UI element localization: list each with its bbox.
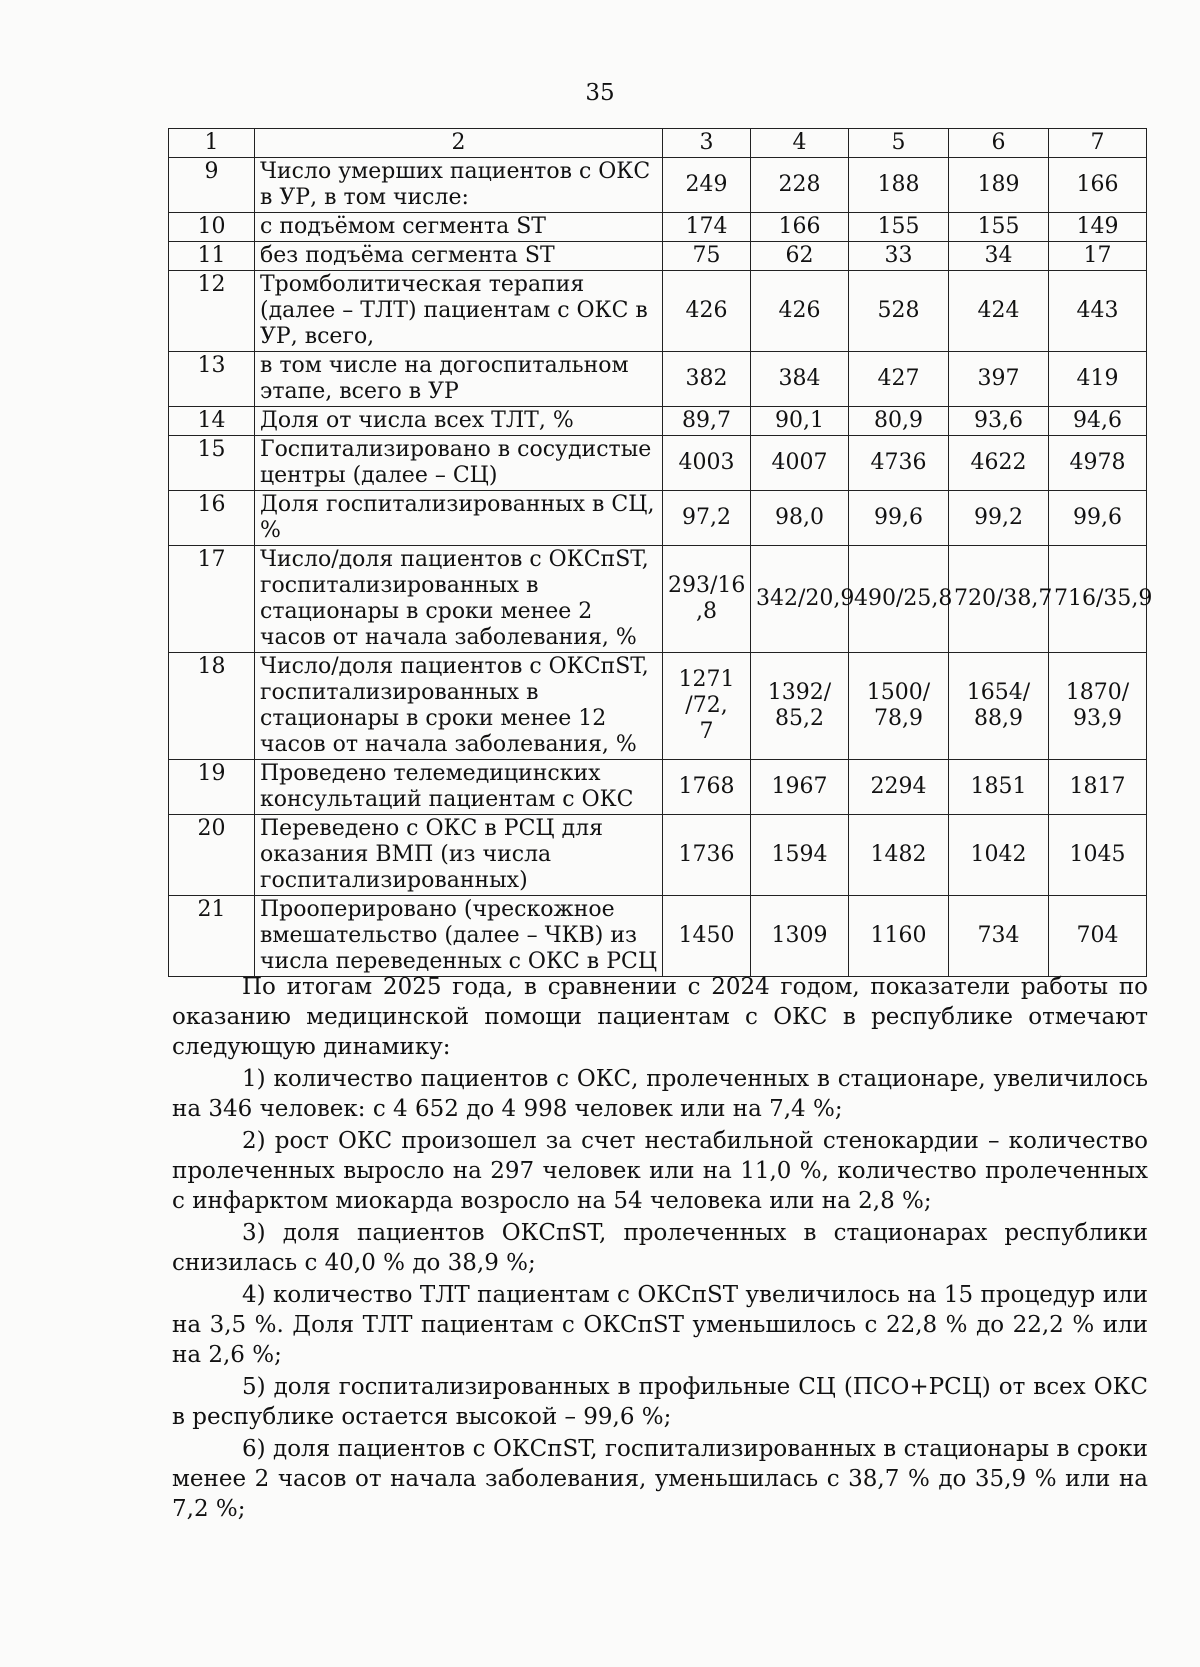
value-cell: 1594 — [751, 815, 849, 896]
value-cell: 228 — [751, 158, 849, 213]
statistics-table — [168, 128, 1153, 977]
value-cell: 98,0 — [751, 491, 849, 546]
value-cell: 4736 — [849, 436, 949, 491]
value-cell: 1817 — [1049, 760, 1147, 815]
value-cell: 1768 — [663, 760, 751, 815]
value-cell: 426 — [751, 271, 849, 352]
row-number: 18 — [169, 653, 255, 760]
table-row — [169, 158, 1147, 213]
list-item: 6) доля пациентов с ОКСпST, госпитализированных в стационары в сроки менее 2 часов от начала заболевания, уменьшилась с 38,7 % до 35,9 % или на 7,2 %; — [172, 1436, 1148, 1522]
value-cell: 384 — [751, 352, 849, 407]
table-row — [169, 815, 1147, 896]
value-cell: 1870/ 93,9 — [1049, 653, 1147, 760]
row-number: 12 — [169, 271, 255, 352]
table-row — [169, 242, 1147, 271]
value-cell: 189 — [949, 158, 1049, 213]
value-cell: 716/35,9 — [1049, 546, 1147, 653]
value-cell: 293/16 ,8 — [663, 546, 751, 653]
value-cell: 80,9 — [849, 407, 949, 436]
value-cell: 34 — [949, 242, 1049, 271]
value-cell: 419 — [1049, 352, 1147, 407]
header-cell: 7 — [1049, 129, 1147, 158]
value-cell: 397 — [949, 352, 1049, 407]
value-cell: 90,1 — [751, 407, 849, 436]
list-item: 2) рост ОКС произошел за счет нестабильной стенокардии – количество пролеченных выросло на 297 человек или на 11,0 %, количество пролеченных с инфарктом миокарда возросло на 54 человека или на 2,8 %; — [172, 1128, 1148, 1214]
row-label: в том числе на догоспитальном этапе, всего в УР — [255, 352, 663, 407]
table-row — [169, 653, 1147, 760]
table-row — [169, 213, 1147, 242]
value-cell: 1967 — [751, 760, 849, 815]
row-label: Число умерших пациентов с ОКС в УР, в том числе: — [255, 158, 663, 213]
value-cell: 174 — [663, 213, 751, 242]
row-label: с подъёмом сегмента ST — [255, 213, 663, 242]
value-cell: 1654/ 88,9 — [949, 653, 1049, 760]
row-label: без подъёма сегмента ST — [255, 242, 663, 271]
row-number: 20 — [169, 815, 255, 896]
value-cell: 427 — [849, 352, 949, 407]
value-cell: 1309 — [751, 896, 849, 977]
row-number: 17 — [169, 546, 255, 653]
table-body — [169, 129, 1153, 977]
row-number: 11 — [169, 242, 255, 271]
header-cell: 6 — [949, 129, 1049, 158]
table-row — [169, 760, 1147, 815]
value-cell: 4003 — [663, 436, 751, 491]
page-number: 35 — [585, 80, 615, 106]
row-label: Проведено телемедицинских консультаций пациентам с ОКС — [255, 760, 663, 815]
value-cell: 1392/ 85,2 — [751, 653, 849, 760]
row-number: 19 — [169, 760, 255, 815]
table-row — [169, 546, 1147, 653]
value-cell: 528 — [849, 271, 949, 352]
row-label: Число/доля пациентов с ОКСпST, госпитализированных в стационары в сроки менее 12 часов от начала заболевания, % — [255, 653, 663, 760]
row-number: 9 — [169, 158, 255, 213]
value-cell: 1736 — [663, 815, 751, 896]
row-number: 14 — [169, 407, 255, 436]
value-cell: 704 — [1049, 896, 1147, 977]
row-label: Госпитализировано в сосудистые центры (далее – СЦ) — [255, 436, 663, 491]
value-cell: 4978 — [1049, 436, 1147, 491]
row-number: 15 — [169, 436, 255, 491]
table-row — [169, 896, 1147, 977]
value-cell: 1450 — [663, 896, 751, 977]
value-cell: 249 — [663, 158, 751, 213]
row-label: Переведено с ОКС в РСЦ для оказания ВМП (из числа госпитализированных) — [255, 815, 663, 896]
table-row — [169, 407, 1147, 436]
value-cell: 1482 — [849, 815, 949, 896]
value-cell: 155 — [949, 213, 1049, 242]
table-row — [169, 436, 1147, 491]
value-cell: 720/38,7 — [949, 546, 1049, 653]
value-cell: 4622 — [949, 436, 1049, 491]
value-cell: 424 — [949, 271, 1049, 352]
value-cell: 99,2 — [949, 491, 1049, 546]
value-cell: 166 — [751, 213, 849, 242]
value-cell: 1271 /72, 7 — [663, 653, 751, 760]
value-cell: 1042 — [949, 815, 1049, 896]
value-cell: 155 — [849, 213, 949, 242]
value-cell: 93,6 — [949, 407, 1049, 436]
value-cell: 166 — [1049, 158, 1147, 213]
list-item: 1) количество пациентов с ОКС, пролеченных в стационаре, увеличилось на 346 человек: с 4 652 до 4 998 человек или на 7,4 %; — [172, 1066, 1148, 1122]
header-cell: 1 — [169, 129, 255, 158]
value-cell: 75 — [663, 242, 751, 271]
row-number: 21 — [169, 896, 255, 977]
value-cell: 1045 — [1049, 815, 1147, 896]
value-cell: 1851 — [949, 760, 1049, 815]
value-cell: 2294 — [849, 760, 949, 815]
row-number: 16 — [169, 491, 255, 546]
list-item: 4) количество ТЛТ пациентам с ОКСпST увеличилось на 15 процедур или на 3,5 %. Доля ТЛТ пациентам с ОКСпST уменьшилось с 22,8 % до 22,2 % или на 2,6 %; — [172, 1282, 1148, 1368]
value-cell: 33 — [849, 242, 949, 271]
value-cell: 99,6 — [849, 491, 949, 546]
value-cell: 17 — [1049, 242, 1147, 271]
header-cell: 4 — [751, 129, 849, 158]
value-cell: 443 — [1049, 271, 1147, 352]
header-cell: 2 — [255, 129, 663, 158]
value-cell: 62 — [751, 242, 849, 271]
table-row — [169, 352, 1147, 407]
row-label: Доля госпитализированных в СЦ, % — [255, 491, 663, 546]
value-cell: 1500/ 78,9 — [849, 653, 949, 760]
header-cell: 3 — [663, 129, 751, 158]
value-cell: 94,6 — [1049, 407, 1147, 436]
row-label: Число/доля пациентов с ОКСпST, госпитализированных в стационары в сроки менее 2 часов от начала заболевания, % — [255, 546, 663, 653]
value-cell: 734 — [949, 896, 1049, 977]
header-cell: 5 — [849, 129, 949, 158]
value-cell: 4007 — [751, 436, 849, 491]
value-cell: 1160 — [849, 896, 949, 977]
value-cell: 89,7 — [663, 407, 751, 436]
value-cell: 188 — [849, 158, 949, 213]
row-label: Тромболитическая терапия (далее – ТЛТ) пациентам с ОКС в УР, всего, — [255, 271, 663, 352]
row-number: 13 — [169, 352, 255, 407]
value-cell: 490/25,8 — [849, 546, 949, 653]
list-item: 5) доля госпитализированных в профильные СЦ (ПСО+РСЦ) от всех ОКС в республике остается высокой – 99,6 %; — [172, 1374, 1148, 1430]
table-header-row — [169, 129, 1147, 158]
value-cell: 342/20,9 — [751, 546, 849, 653]
row-label: Прооперировано (чрескожное вмешательство (далее – ЧКВ) из числа переведенных с ОКС в РСЦ — [255, 896, 663, 977]
row-number: 10 — [169, 213, 255, 242]
table-row — [169, 271, 1147, 352]
intro-paragraph: По итогам 2025 года, в сравнении с 2024 годом, показатели работы по оказанию медицинской помощи пациентам с ОКС в республике отмечают следующую динамику: — [172, 974, 1148, 1060]
list-item: 3) доля пациентов ОКСпST, пролеченных в стационарах республики снизилась с 40,0 % до 38,9 %; — [172, 1220, 1148, 1276]
value-cell: 382 — [663, 352, 751, 407]
value-cell: 426 — [663, 271, 751, 352]
value-cell: 149 — [1049, 213, 1147, 242]
row-label: Доля от числа всех ТЛТ, % — [255, 407, 663, 436]
body-text — [172, 972, 1148, 1526]
value-cell: 97,2 — [663, 491, 751, 546]
value-cell: 99,6 — [1049, 491, 1147, 546]
table-row — [169, 491, 1147, 546]
